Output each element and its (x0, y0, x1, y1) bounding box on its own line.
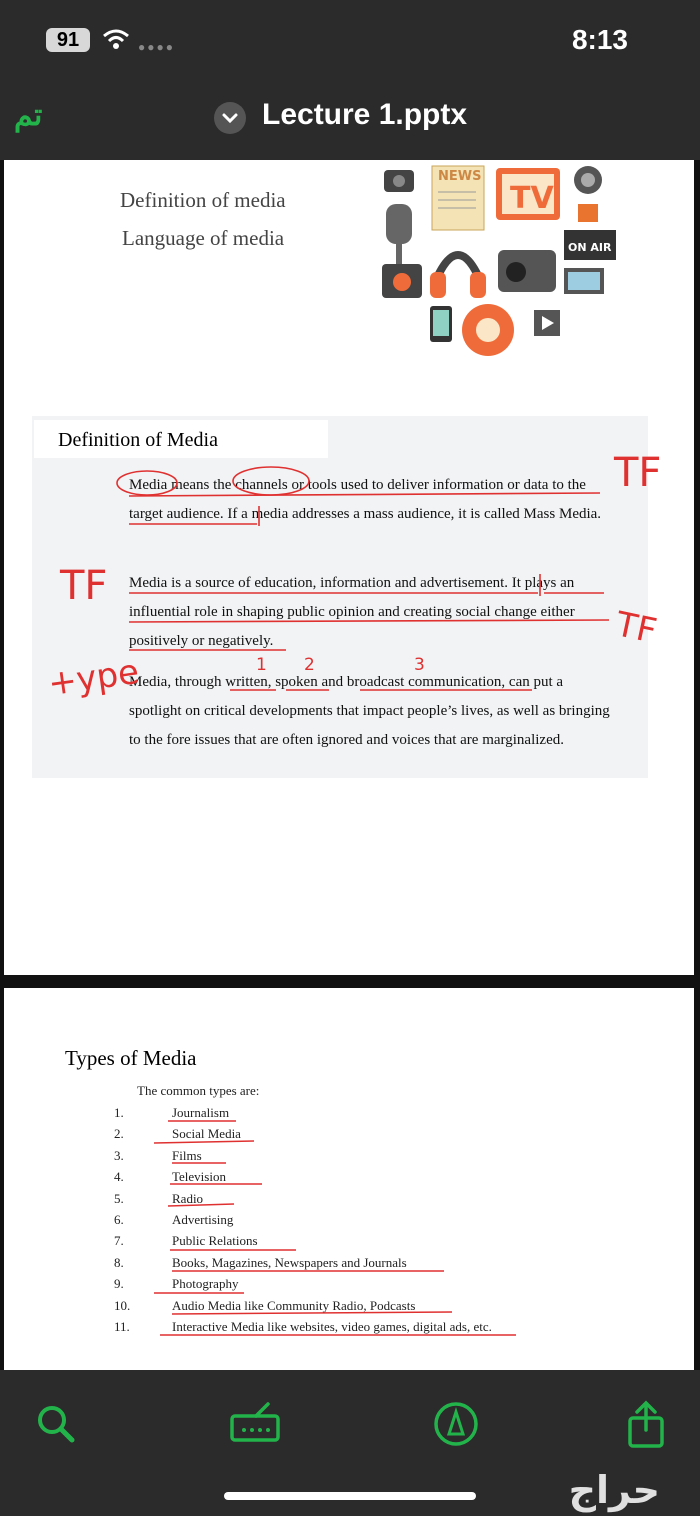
ink-underlines (4, 160, 694, 975)
annotation-num-1: 1 (256, 655, 267, 675)
list-item: 1. Journalism (114, 1105, 230, 1120)
topic-language: Language of media (122, 226, 285, 250)
wifi-icon (102, 28, 130, 50)
list-item: 5. Radio (114, 1190, 204, 1206)
list-item: 8. Books, Magazines, Newspapers and Journals (114, 1254, 407, 1270)
watermark-logo: حراج (568, 1468, 660, 1512)
annotation-tf-1: TF (614, 450, 662, 496)
list-item: 10. Audio Media like Community Radio, Podcasts (114, 1297, 416, 1313)
home-indicator[interactable] (224, 1492, 476, 1500)
list-item: 3. Films (114, 1147, 202, 1163)
list-item: 4. Television (114, 1169, 226, 1185)
paragraph-definition: Media means the channels or tools used to deliver information or data to the target audience. If a media addresses a mass audience, it is called Mass Media. (129, 477, 602, 522)
types-title: Types of Media (65, 1046, 197, 1070)
list-item: 7. Public Relations (114, 1233, 258, 1249)
markup-keyboard-icon[interactable] (228, 1400, 284, 1448)
list-item: 11. Interactive Media like websites, video games, digital ads, etc. (114, 1318, 492, 1334)
annotation-type: +ype (45, 651, 142, 705)
list-item: 6. Advertising (114, 1211, 234, 1227)
pen-annotate-icon[interactable] (432, 1400, 480, 1448)
on-air-label: ON AIR (568, 241, 612, 254)
paragraph-source: Media is a source of education, information and advertisement. It plays an influential role in shaping public opinion and creating social change either positively or negatively. (129, 575, 575, 649)
tv-label: TV (510, 181, 554, 216)
annotation-tf-3: TF (612, 604, 661, 652)
list-item: 2. Social Media (114, 1126, 241, 1142)
slide-page-1 (4, 160, 694, 975)
annotation-num-2: 2 (304, 655, 315, 675)
search-icon[interactable] (32, 1400, 80, 1448)
chevron-down-icon[interactable] (214, 102, 246, 134)
definition-heading: Definition of Media (34, 420, 328, 458)
cellular-signal-icon: ●●●● (138, 40, 175, 54)
clock: 8:13 (571, 24, 628, 55)
annotation-tf-2: TF (60, 563, 108, 609)
document-nav-bar (0, 82, 700, 160)
news-label: NEWS (438, 169, 482, 184)
topic-definition: Definition of media (120, 188, 286, 212)
list-item: 9. Photography (114, 1276, 239, 1292)
battery-indicator: 91 (46, 28, 90, 52)
slide-page-2 (4, 988, 694, 1370)
list-ink-underlines (4, 988, 694, 1370)
done-button[interactable]: تم (14, 99, 43, 132)
types-intro: The common types are: (137, 1083, 260, 1098)
annotation-num-3: 3 (414, 655, 425, 675)
share-icon[interactable] (622, 1400, 670, 1448)
document-title[interactable]: Lecture 1.pptx (262, 98, 468, 131)
status-bar (0, 0, 700, 82)
paragraph-spotlight: Media, through written, spoken and broadcast communication, can put a spotlight on critical developments that impact people’s lives, as well as bringing to the fore issues that are often ignored and voices that are marginalized. (129, 674, 610, 748)
